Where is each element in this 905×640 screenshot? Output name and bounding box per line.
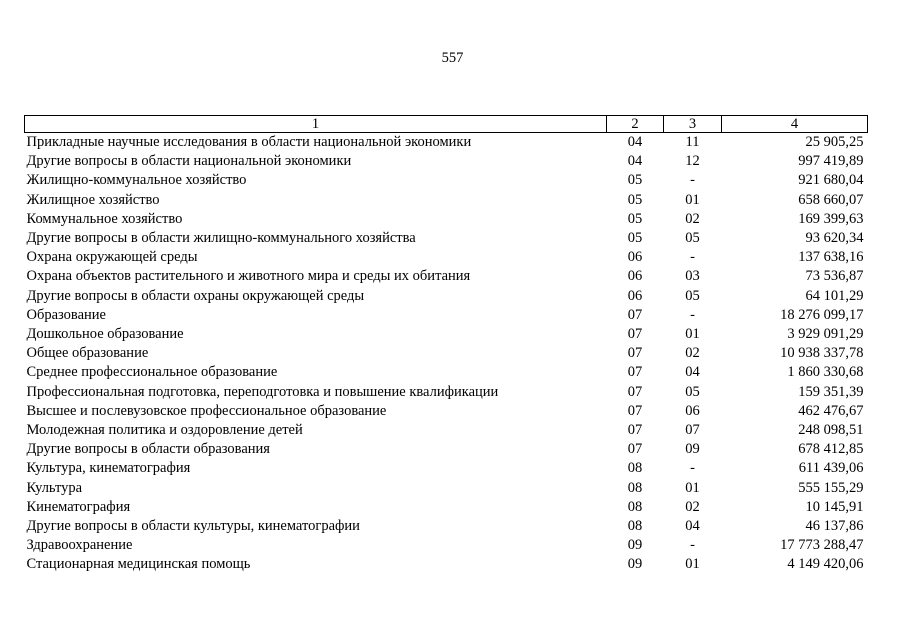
table-row	[25, 191, 868, 210]
row-subsection-cell: 04	[685, 364, 700, 381]
row-name-cell: Общее образование	[26, 345, 149, 362]
row-subsection-cell: 01	[685, 479, 700, 496]
row-section-cell: 08	[627, 479, 643, 496]
table-row	[25, 229, 868, 248]
row-amount-cell: 159 351,39	[798, 383, 864, 400]
table-row	[25, 555, 868, 574]
row-name-cell: Здравоохранение	[26, 537, 133, 554]
row-section-cell: 05	[627, 172, 643, 189]
table-header	[25, 116, 868, 133]
row-amount-cell: 10 938 337,78	[780, 345, 864, 362]
row-subsection-cell: 12	[685, 153, 700, 170]
row-name-cell: Другие вопросы в области национальной экономики	[26, 153, 352, 170]
table-row	[25, 210, 868, 229]
row-section-cell: 09	[627, 537, 643, 554]
table-row	[25, 479, 868, 498]
row-section-cell: 07	[627, 306, 643, 323]
row-name-cell: Прикладные научные исследования в области национальной экономики	[26, 134, 472, 150]
row-section-cell: 07	[627, 383, 643, 400]
header-cell-subsection: 3	[664, 116, 722, 133]
table-row	[25, 344, 868, 363]
row-amount-cell: 555 155,29	[798, 479, 864, 496]
row-amount-cell: 248 098,51	[798, 422, 864, 439]
table-row	[25, 517, 868, 536]
row-subsection-cell: 06	[685, 402, 700, 419]
row-amount-cell: 64 101,29	[805, 287, 864, 304]
table-row	[25, 421, 868, 440]
row-name-cell: Кинематография	[26, 498, 131, 515]
row-name-cell: Дошкольное образование	[26, 326, 184, 343]
header-cell-name: 1	[25, 116, 607, 133]
row-name-cell: Образование	[26, 306, 106, 323]
row-subsection-cell: 09	[685, 441, 700, 458]
table-row	[25, 383, 868, 402]
row-subsection-cell: 05	[685, 287, 700, 304]
row-name-cell: Другие вопросы в области культуры, кинематографии	[26, 518, 360, 535]
row-section-cell: 04	[627, 153, 643, 170]
table-row	[25, 363, 868, 382]
header-cell-section: 2	[607, 116, 664, 133]
row-amount-cell: 4 149 420,06	[787, 556, 864, 573]
row-subsection-cell: 02	[685, 498, 700, 515]
table-row	[25, 325, 868, 344]
row-subsection-cell: 02	[685, 345, 700, 362]
row-name-cell: Другие вопросы в области охраны окружающей среды	[26, 287, 365, 304]
row-section-cell: 07	[627, 364, 643, 381]
row-subsection-cell: 11	[685, 134, 700, 150]
row-section-cell: 05	[627, 210, 643, 227]
row-name-cell: Другие вопросы в области жилищно-коммунального хозяйства	[26, 230, 416, 247]
row-section-cell: 08	[627, 498, 643, 515]
table-row	[25, 133, 868, 153]
table-row	[25, 459, 868, 478]
row-section-cell: 06	[627, 287, 643, 304]
table-row	[25, 287, 868, 306]
budget-table	[24, 115, 868, 575]
table-row	[25, 402, 868, 421]
row-name-cell: Высшее и послевузовское профессиональное образование	[26, 402, 387, 419]
row-section-cell: 04	[627, 134, 643, 150]
row-subsection-cell: -	[690, 172, 695, 189]
row-amount-cell: 73 536,87	[805, 268, 864, 285]
row-section-cell: 07	[627, 422, 643, 439]
row-amount-cell: 46 137,86	[805, 518, 864, 535]
row-amount-cell: 93 620,34	[805, 230, 864, 247]
table-row	[25, 267, 868, 286]
row-name-cell: Другие вопросы в области образования	[26, 441, 270, 458]
row-amount-cell: 17 773 288,47	[780, 537, 864, 554]
row-section-cell: 07	[627, 326, 643, 343]
row-name-cell: Культура, кинематография	[26, 460, 191, 477]
row-amount-cell: 997 419,89	[798, 153, 864, 170]
row-name-cell: Профессиональная подготовка, переподготовка и повышение квалификации	[26, 383, 499, 400]
row-subsection-cell: 07	[685, 422, 700, 439]
table-row	[25, 498, 868, 517]
row-subsection-cell: 01	[685, 326, 700, 343]
row-subsection-cell: -	[690, 306, 695, 323]
table-row	[25, 171, 868, 190]
page-number: 557	[441, 50, 464, 66]
row-section-cell: 05	[627, 191, 643, 208]
row-section-cell: 05	[627, 230, 643, 247]
row-section-cell: 08	[627, 460, 643, 477]
row-name-cell: Среднее профессиональное образование	[26, 364, 278, 381]
row-section-cell: 07	[627, 402, 643, 419]
row-amount-cell: 3 929 091,29	[787, 326, 864, 343]
row-name-cell: Жилищно-коммунальное хозяйство	[26, 172, 247, 189]
row-section-cell: 07	[627, 345, 643, 362]
row-subsection-cell: 05	[685, 383, 700, 400]
row-amount-cell: 25 905,25	[805, 134, 864, 150]
row-section-cell: 07	[627, 441, 643, 458]
row-name-cell: Стационарная медицинская помощь	[26, 556, 251, 573]
row-name-cell: Коммунальное хозяйство	[26, 210, 183, 227]
row-subsection-cell: -	[690, 460, 695, 477]
row-subsection-cell: -	[690, 249, 695, 266]
row-section-cell: 06	[627, 249, 643, 266]
row-amount-cell: 10 145,91	[805, 498, 864, 515]
row-amount-cell: 611 439,06	[798, 460, 864, 477]
row-name-cell: Культура	[26, 479, 83, 496]
row-section-cell: 08	[627, 518, 643, 535]
row-subsection-cell: 05	[685, 230, 700, 247]
row-subsection-cell: 01	[685, 556, 700, 573]
row-name-cell: Охрана объектов растительного и животного мира и среды их обитания	[26, 268, 471, 285]
row-subsection-cell: 03	[685, 268, 700, 285]
row-subsection-cell: 02	[685, 210, 700, 227]
table-body	[25, 133, 868, 575]
table-row	[25, 536, 868, 555]
table-row	[25, 248, 868, 267]
row-amount-cell: 137 638,16	[798, 249, 864, 266]
table-row	[25, 440, 868, 459]
row-section-cell: 06	[627, 268, 643, 285]
table-row	[25, 152, 868, 171]
row-subsection-cell: 01	[685, 191, 700, 208]
row-name-cell: Жилищное хозяйство	[26, 191, 160, 208]
row-subsection-cell: 04	[685, 518, 700, 535]
row-subsection-cell: -	[690, 537, 695, 554]
row-name-cell: Охрана окружающей среды	[26, 249, 198, 266]
row-amount-cell: 169 399,63	[798, 210, 864, 227]
header-cell-amount: 4	[722, 116, 868, 133]
row-amount-cell: 462 476,67	[798, 402, 864, 419]
row-amount-cell: 18 276 099,17	[780, 306, 864, 323]
table-row	[25, 306, 868, 325]
row-section-cell: 09	[627, 556, 643, 573]
row-amount-cell: 1 860 330,68	[787, 364, 864, 381]
row-amount-cell: 921 680,04	[798, 172, 864, 189]
header-row	[25, 116, 868, 133]
row-amount-cell: 658 660,07	[798, 191, 864, 208]
row-name-cell: Молодежная политика и оздоровление детей	[26, 422, 303, 439]
row-amount-cell: 678 412,85	[798, 441, 864, 458]
